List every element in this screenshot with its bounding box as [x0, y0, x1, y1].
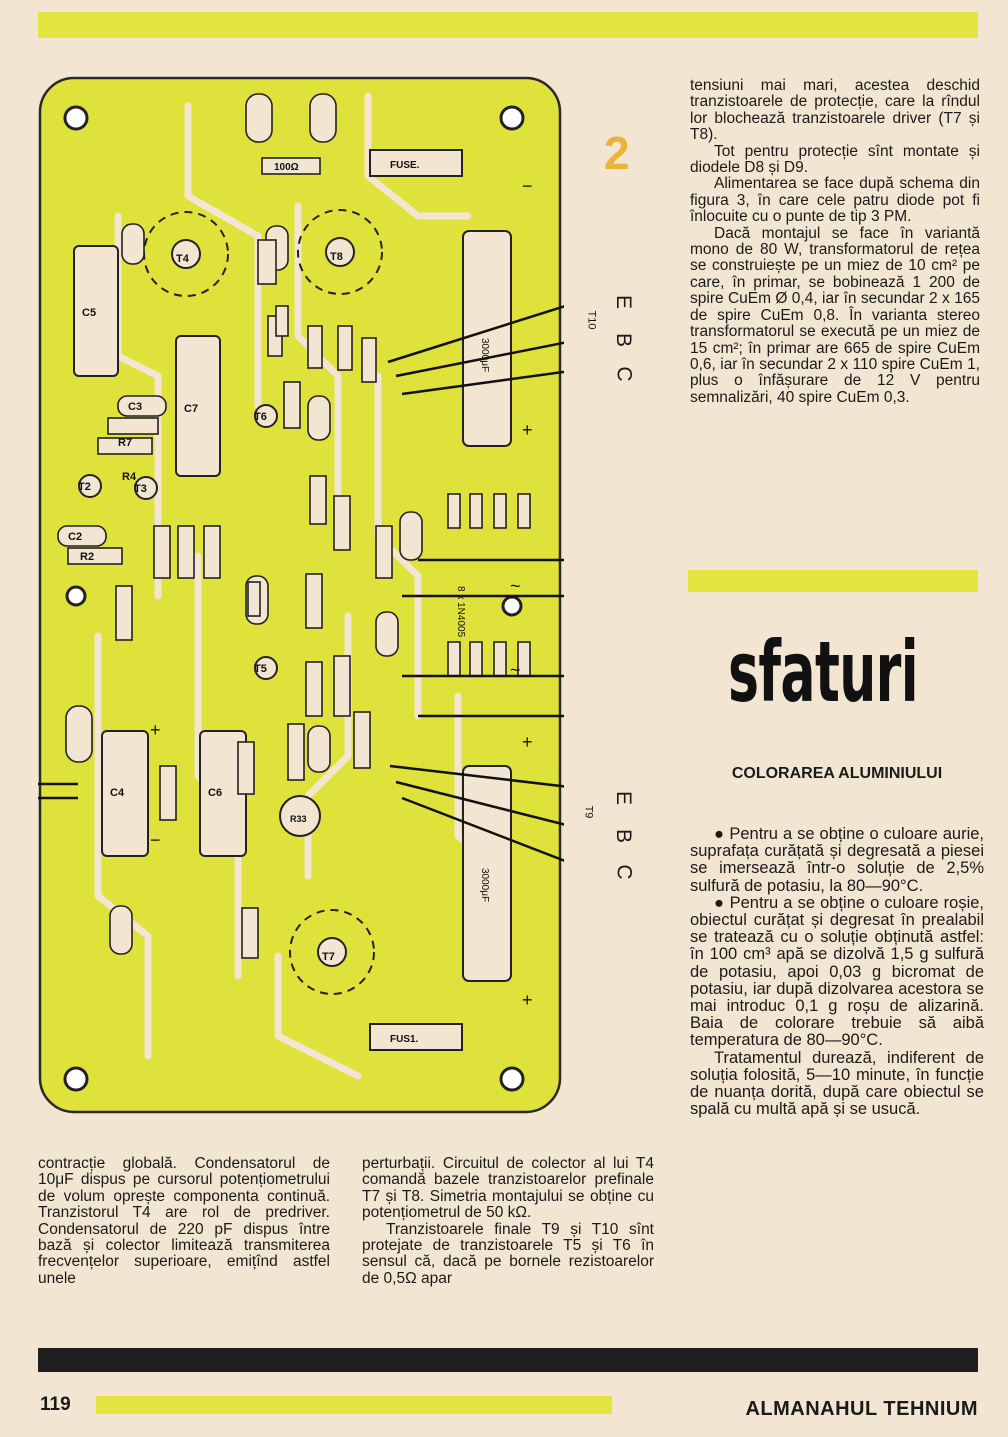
right-top-column: [690, 78, 980, 406]
terminal-label-e-bottom: E: [612, 790, 636, 806]
transistor-label-bottom: T9: [582, 805, 595, 819]
article-subtitle: COLORAREA ALUMINIULUI: [731, 765, 943, 782]
paragraph: Tot pentru protecție sînt montate și diodele D8 și D9.: [690, 142, 980, 177]
svg-text:T8: T8: [330, 251, 343, 263]
svg-text:+: +: [150, 720, 161, 740]
transistor-label-top: T10: [585, 310, 598, 330]
svg-text:C6: C6: [208, 787, 223, 799]
footer-color-band: [96, 1396, 612, 1414]
paragraph: contracție globală. Condensatorul de 10μF dispus pe cursorul potențiometrului de volum oprește componenta continuă. Tranzistorul T4 are rol de predriver. Condensatorul de 220 pF dispus între bază și colector limitează transmiterea frecvențelor superioare, emițînd astfel unele: [38, 1155, 330, 1287]
top-color-band: [38, 12, 978, 38]
figure-number: 2: [604, 127, 630, 179]
footer-dark-band: [38, 1348, 978, 1372]
svg-text:+: +: [522, 420, 533, 440]
paragraph: Tratamentul durează, indiferent de soluția folosită, 5—10 minute, în funcție de nuanța dorită, după care obiectul se spală cu multă apă și se usucă.: [690, 1048, 984, 1119]
svg-text:~: ~: [510, 660, 521, 680]
svg-text:R7: R7: [118, 437, 133, 449]
svg-text:8 x 1N4005: 8 x 1N4005: [455, 586, 466, 638]
svg-text:R2: R2: [80, 551, 95, 563]
svg-text:C3: C3: [128, 401, 143, 413]
sfaturi-column: [690, 826, 984, 1118]
svg-text:100Ω: 100Ω: [274, 162, 299, 173]
paragraph: tensiuni mai mari, acestea deschid tranzistoarele de protecție, care la rîndul lor blochează tranzistoarele driver (T7 și T8).: [690, 77, 980, 144]
svg-text:FUS1.: FUS1.: [390, 1034, 419, 1045]
svg-text:3000μF: 3000μF: [479, 868, 490, 903]
paragraph: Tranzistoarele finale T9 și T10 sînt protejate de tranzistoarele T5 și T6 în sensul că, dacă pe bornele rezistoarelor de 0,5Ω apar: [362, 1220, 654, 1287]
journal-name: ALMANAHUL TEHNIUM: [745, 1398, 978, 1420]
terminal-label-b-top: B: [612, 332, 636, 348]
terminal-label-c-bottom: C: [612, 864, 636, 880]
svg-text:T5: T5: [254, 663, 267, 675]
svg-text:T3: T3: [134, 483, 147, 495]
svg-text:T2: T2: [78, 481, 91, 493]
paragraph: ● Pentru a se obține o culoare aurie, suprafața curățată și degresată a piesei se imersează într-o soluție de 2,5% sulfură de potasiu, la 80—90°C.: [690, 825, 984, 895]
svg-text:T4: T4: [176, 253, 189, 265]
terminal-label-c-top: C: [612, 366, 636, 382]
svg-text:−: −: [522, 176, 533, 196]
page-number: 119: [40, 1394, 71, 1415]
svg-text:C5: C5: [82, 307, 97, 319]
svg-text:−: −: [150, 830, 161, 850]
svg-text:3000μF: 3000μF: [479, 338, 490, 373]
svg-text:T7: T7: [322, 951, 335, 963]
paragraph: Dacă montajul se face în variantă mono de 80 W, transformatorul de rețea se construiește pe un miez de 10 cm² pe care, în primar, se bobinează 1 200 de spire CuEm Ø 0,4, iar în secundar 2 x 165 de spire CuEm 0,8. În varianta stereo transformatorul se execută pe un miez de 15 cm²; în primar are 665 de spire CuEm 0,6, iar în secundar 2 x 110 spire CuEm 1, plus o înfășurare de 12 V pentru semnalizări, 40 spire CuEm 0,3.: [690, 224, 980, 406]
pcb-layout-figure: [38, 76, 564, 1114]
paragraph: ● Pentru a se obține o culoare roșie, obiectul curățat și degresat în prealabil se tratează cu o soluție obținută astfel: în 100 cm³ apă se dizolvă 1,5 g sulfură de potasiu, apoi 0,03 g bicromat de potasiu, iar după dizolvarea acestora se mai introduc 0,1 g roșu de alizarină. Baia de colorare trebuie să aibă temperatura de 80—90°C.: [690, 893, 984, 1050]
paragraph: perturbații. Circuitul de colector al lui T4 comandă bazele tranzistoarelor prefinale T7 și T8. Simetria montajului se obține cu potențiometrul de 50 kΩ.: [362, 1155, 654, 1222]
paragraph: Alimentarea se face după schema din figura 3, în care cele patru diode pot fi înlocuite cu o punte de tip 3 PM.: [690, 175, 980, 226]
svg-text:FUSE.: FUSE.: [390, 160, 420, 171]
svg-text:+: +: [522, 732, 533, 752]
svg-text:C2: C2: [68, 531, 83, 543]
terminal-label-b-bottom: B: [612, 828, 636, 844]
svg-text:~: ~: [510, 576, 521, 596]
terminal-label-e-top: E: [612, 294, 636, 310]
svg-text:R33: R33: [290, 814, 307, 824]
svg-text:+: +: [522, 990, 533, 1010]
svg-text:R4: R4: [122, 471, 137, 483]
bottom-middle-column: [362, 1156, 654, 1287]
section-title: sfaturi: [728, 623, 918, 721]
svg-text:C4: C4: [110, 787, 125, 799]
bottom-left-column: [38, 1156, 330, 1287]
section-color-band: [688, 570, 978, 592]
svg-text:T6: T6: [254, 411, 267, 423]
svg-text:C7: C7: [184, 403, 199, 415]
